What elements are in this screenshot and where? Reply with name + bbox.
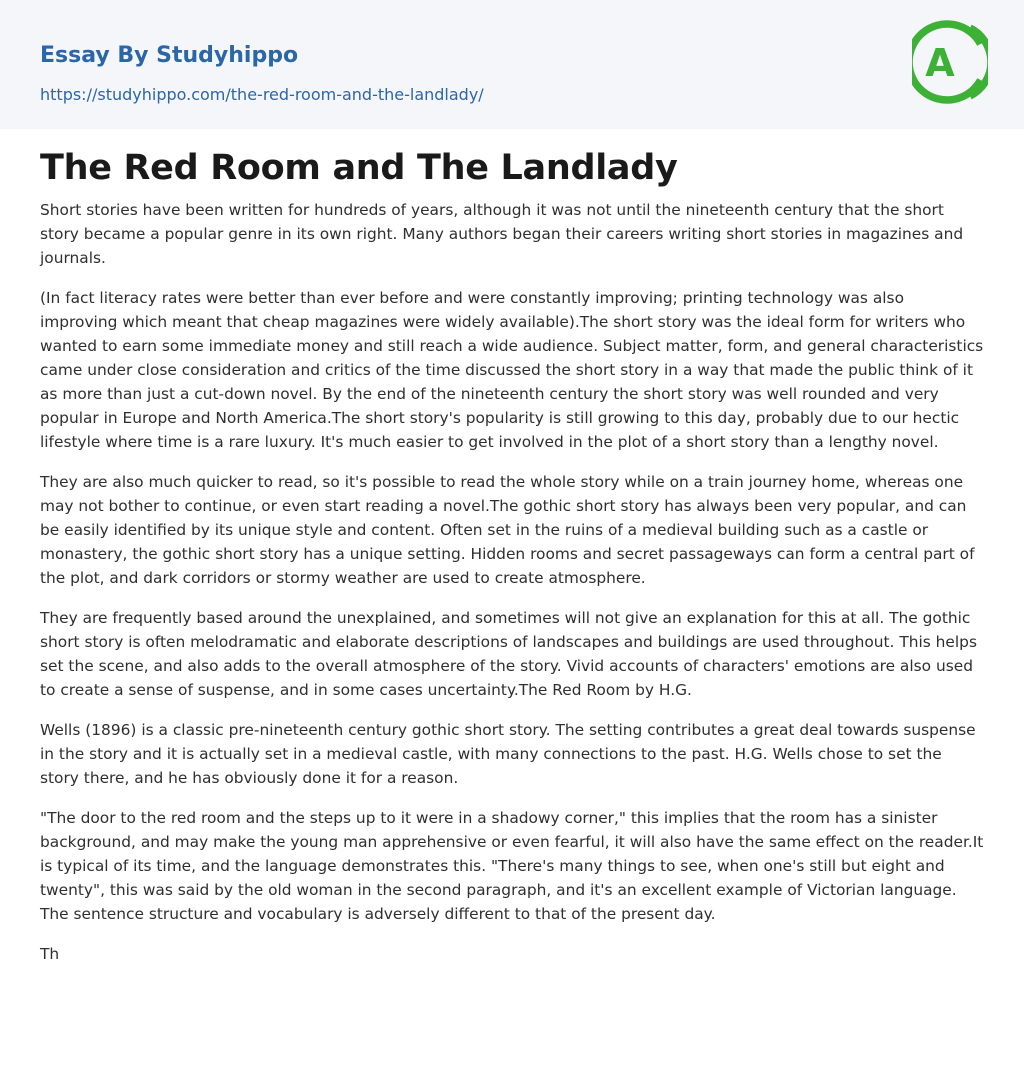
- essay-main: [40, 144, 984, 982]
- essay-paragraph-5: Wells (1896) is a classic pre-nineteenth century gothic short story. The setting contributes a great deal towards suspense in the story and it is actually set in a medieval castle, with many connections to the past. H.G. Wells chose to set the story there, and he has obviously done it for a reason.: [40, 721, 976, 787]
- studyhippo-logo-icon: [912, 18, 988, 106]
- essay-paragraph-3: They are also much quicker to read, so it's possible to read the whole story while on a train journey home, whereas one may not bother to continue, or even start reading a novel.The gothic short story has always been very popular, and can be easily identified by its unique style and content. Often set in the ruins of a medieval building such as a castle or monastery, the gothic short story has a unique setting. Hidden rooms and secret passageways can form a central part of the plot, and dark corridors or stormy weather are used to create atmosphere.: [40, 473, 975, 587]
- page-header: [0, 0, 1024, 129]
- brand-title: Essay By Studyhippo: [40, 43, 299, 68]
- essay-paragraph-6: "The door to the red room and the steps up to it were in a shadowy corner," this implies that the room has a sinister background, and may make the young man apprehensive or even fearful, it will also have the same effect on the reader.It is typical of its time, and the language demonstrates this. "There's many things to see, when one's still but eight and twenty", this was said by the old woman in the second paragraph, and it's an excellent example of Victorian language. The sentence structure and vocabulary is adversely different to that of the present day.: [40, 809, 984, 923]
- logo-letter: A: [925, 41, 955, 85]
- essay-paragraph-truncated: Th: [40, 945, 60, 963]
- essay-paragraph-2: (In fact literacy rates were better than ever before and were constantly improving; printing technology was also improving which meant that cheap magazines were widely available).The short story was the ideal form for writers who wanted to earn some immediate money and still reach a wide audience. Subject matter, form, and general characteristics came under close consideration and critics of the time discussed the short story in a way that made the public think of it as more than just a cut-down novel. By the end of the nineteenth century the short story was well rounded and very popular in Europe and North America.The short story's popularity is still growing to this day, probably due to our hectic lifestyle where time is a rare luxury. It's much easier to get involved in the plot of a short story than a lengthy novel.: [40, 289, 984, 451]
- source-url-link[interactable]: https://studyhippo.com/the-red-room-and-the-landlady/: [40, 85, 484, 104]
- essay-title: The Red Room and The Landlady: [40, 148, 678, 188]
- essay-paragraph-1: Short stories have been written for hundreds of years, although it was not until the nineteenth century that the short story became a popular genre in its own right. Many authors began their careers writing short stories in magazines and journals.: [40, 201, 964, 267]
- essay-paragraph-4: They are frequently based around the unexplained, and sometimes will not give an explanation for this at all. The gothic short story is often melodramatic and elaborate descriptions of landscapes and buildings are used throughout. This helps set the scene, and also adds to the overall atmosphere of the story. Vivid accounts of characters' emotions are also used to create a sense of suspense, and in some cases uncertainty.The Red Room by H.G.: [40, 609, 977, 699]
